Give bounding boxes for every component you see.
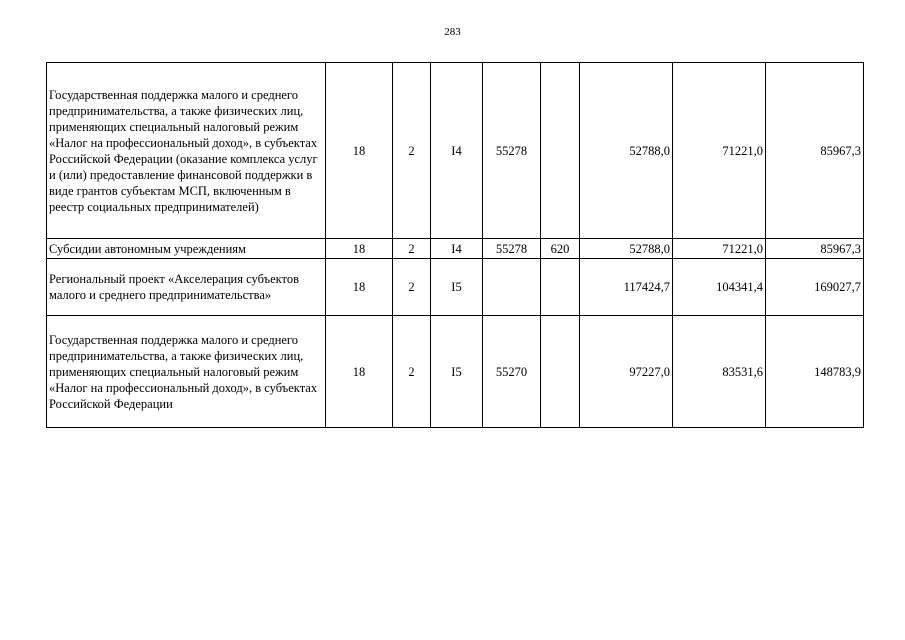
project-code-cell: I4 (431, 63, 483, 239)
section-code-cell: 2 (393, 316, 431, 428)
table-row (47, 239, 864, 259)
amount-2-cell: 71221,0 (673, 63, 766, 239)
target-code-cell: 55270 (483, 316, 541, 428)
project-code-cell: I5 (431, 316, 483, 428)
amount-1-cell: 117424,7 (580, 259, 673, 316)
project-code-cell: I5 (431, 259, 483, 316)
amount-2-cell: 104341,4 (673, 259, 766, 316)
row-name-cell: Субсидии автономным учреждениям (47, 239, 326, 259)
budget-table (46, 62, 864, 428)
expense-type-cell (541, 316, 580, 428)
amount-1-cell: 97227,0 (580, 316, 673, 428)
section-code-cell: 2 (393, 63, 431, 239)
target-code-cell: 55278 (483, 239, 541, 259)
target-code-cell: 55278 (483, 63, 541, 239)
amount-1-cell: 52788,0 (580, 239, 673, 259)
ministry-code-cell: 18 (326, 259, 393, 316)
row-name-cell: Региональный проект «Акселерация субъектов малого и среднего предпринимательства» (47, 259, 326, 316)
table-row (47, 316, 864, 428)
ministry-code-cell: 18 (326, 316, 393, 428)
amount-2-cell: 71221,0 (673, 239, 766, 259)
expense-type-cell: 620 (541, 239, 580, 259)
table-row (47, 259, 864, 316)
expense-type-cell (541, 63, 580, 239)
row-name-cell: Государственная поддержка малого и среднего предпринимательства, а также физических лиц, применяющих специальный налоговый режим «Налог на профессиональный доход», в субъектах Российской Федерации (оказание комплекса услуг и (или) предоставление финансовой поддержки в виде грантов субъектам МСП, включенным в реестр социальных предпринимателей) (47, 63, 326, 239)
section-code-cell: 2 (393, 259, 431, 316)
amount-1-cell: 52788,0 (580, 63, 673, 239)
amount-3-cell: 169027,7 (766, 259, 864, 316)
table-row (47, 63, 864, 239)
ministry-code-cell: 18 (326, 63, 393, 239)
page-number: 283 (444, 26, 461, 38)
ministry-code-cell: 18 (326, 239, 393, 259)
row-name-cell: Государственная поддержка малого и среднего предпринимательства, а также физических лиц, применяющих специальный налоговый режим «Налог на профессиональный доход», в субъектах Российской Федерации (47, 316, 326, 428)
target-code-cell (483, 259, 541, 316)
amount-3-cell: 85967,3 (766, 63, 864, 239)
amount-3-cell: 148783,9 (766, 316, 864, 428)
amount-2-cell: 83531,6 (673, 316, 766, 428)
expense-type-cell (541, 259, 580, 316)
section-code-cell: 2 (393, 239, 431, 259)
project-code-cell: I4 (431, 239, 483, 259)
amount-3-cell: 85967,3 (766, 239, 864, 259)
